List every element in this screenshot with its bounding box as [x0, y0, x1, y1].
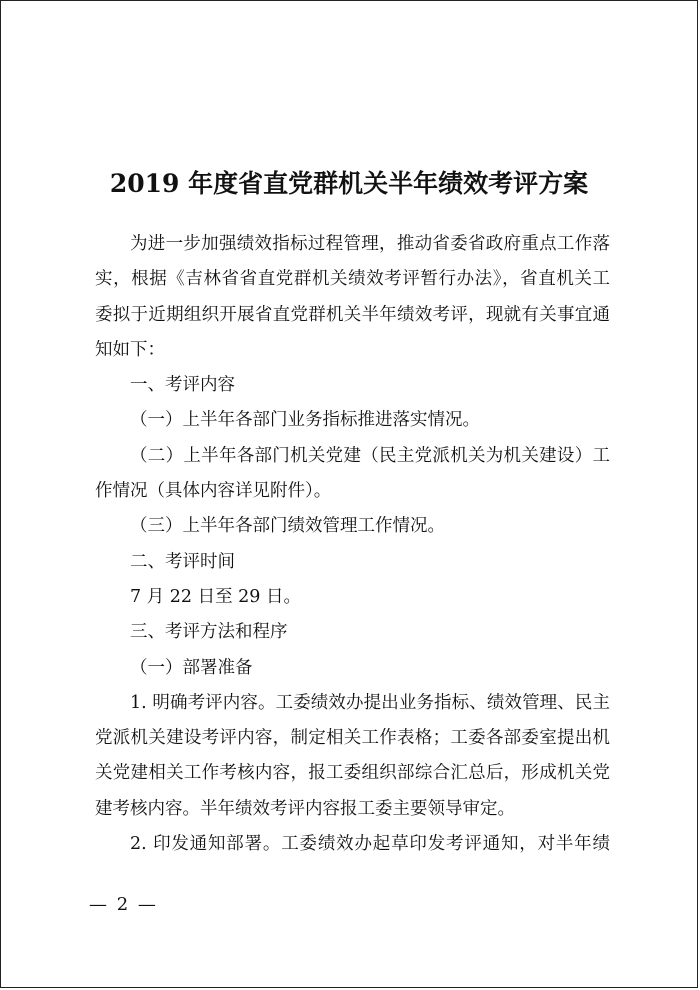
document-body [95, 227, 610, 862]
section-heading-method: 三、考评方法和程序 [130, 622, 288, 643]
page-number: — 2 — [89, 894, 158, 915]
document-title: 2019 年度省直党群机关半年绩效考评方案 [109, 169, 589, 198]
subsection-heading-preparation: （一）部署准备 [130, 657, 253, 678]
content-item-1: （一）上半年各部门业务指标推进落实情况。 [130, 410, 480, 431]
content-item-2: （二）上半年各部门机关党建（民主党派机关为机关建设）工作情况（具体内容详见附件）。 [95, 445, 610, 502]
intro-paragraph: 为进一步加强绩效指标过程管理，推动省委省政府重点工作落实，根据《吉林省省直党群机关绩效考评暂行办法》，省直机关工委拟于近期组织开展省直党群机关半年绩效考评，现就有关事宜通知如下： [95, 234, 610, 360]
content-item-3: （三）上半年各部门绩效管理工作情况。 [130, 516, 445, 537]
section-heading-content: 一、考评内容 [130, 375, 235, 396]
section-heading-time: 二、考评时间 [130, 551, 235, 572]
step-1-paragraph: 1. 明确考评内容。工委绩效办提出业务指标、绩效管理、民主党派机关建设考评内容，制定相关工作表格；工委各部委室提出机关党建相关工作考核内容，报工委组织部综合汇总后，形成机关党建考核内容。半年绩效考评内容报工委主要领导审定。 [95, 692, 610, 819]
step-2-paragraph: 2. 印发通知部署。工委绩效办起草印发考评通知，对半年绩 [130, 834, 610, 855]
time-paragraph: 7 月 22 日至 29 日。 [130, 586, 301, 607]
